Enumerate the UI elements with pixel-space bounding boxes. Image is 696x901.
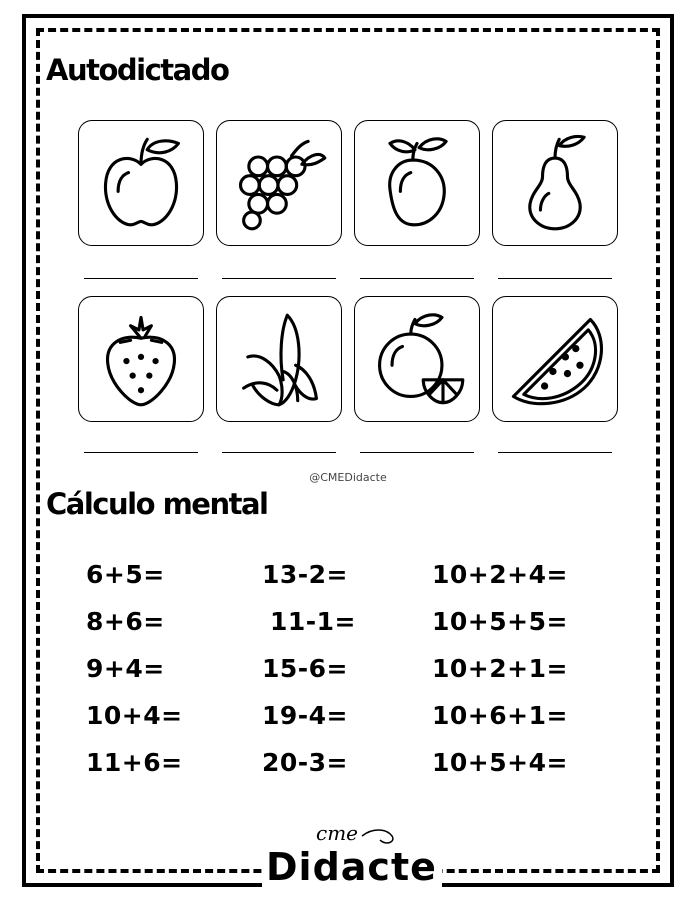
math-problem: 20-3= [262,748,349,777]
logo-text-big: Didacte [266,845,437,888]
answer-line[interactable] [84,452,198,453]
mango-icon [365,131,469,235]
answer-line[interactable] [360,278,474,279]
cme-didacte-logo [262,818,442,888]
math-problem: 10+5+4= [432,748,568,777]
math-problem: 11+6= [86,748,183,777]
fruit-card-pear [492,120,618,246]
math-problem: 10+2+4= [432,560,568,589]
math-problem: 11-1= [270,607,357,636]
math-problem: 19-4= [262,701,349,730]
fruit-card-apple [78,120,204,246]
strawberry-icon [89,307,193,411]
math-problem: 9+4= [86,654,165,683]
fruit-card-mango [354,120,480,246]
answer-line[interactable] [498,278,612,279]
math-problem: 13-2= [262,560,349,589]
fruit-card-strawberry [78,296,204,422]
apple-icon [89,131,193,235]
watermelon-icon [503,307,607,411]
answer-line[interactable] [498,452,612,453]
watermark: @CMEDidacte [309,471,387,484]
math-problem: 10+5+5= [432,607,568,636]
fruit-card-watermelon [492,296,618,422]
grapes-icon [227,131,331,235]
math-problem: 6+5= [86,560,165,589]
math-problem: 15-6= [262,654,349,683]
math-problem: 10+4= [86,701,183,730]
answer-line[interactable] [222,278,336,279]
banana-icon [227,307,331,411]
logo-text-small: cme [316,821,359,845]
fruit-card-orange [354,296,480,422]
pear-icon [503,131,607,235]
math-problem: 10+2+1= [432,654,568,683]
math-title: Cálculo mental [46,487,268,521]
math-problem: 8+6= [86,607,165,636]
math-problem: 10+6+1= [432,701,568,730]
dictation-title: Autodictado [46,53,229,87]
answer-line[interactable] [360,452,474,453]
fruit-card-banana [216,296,342,422]
fruit-card-grapes [216,120,342,246]
orange-icon [365,307,469,411]
answer-line[interactable] [84,278,198,279]
answer-line[interactable] [222,452,336,453]
